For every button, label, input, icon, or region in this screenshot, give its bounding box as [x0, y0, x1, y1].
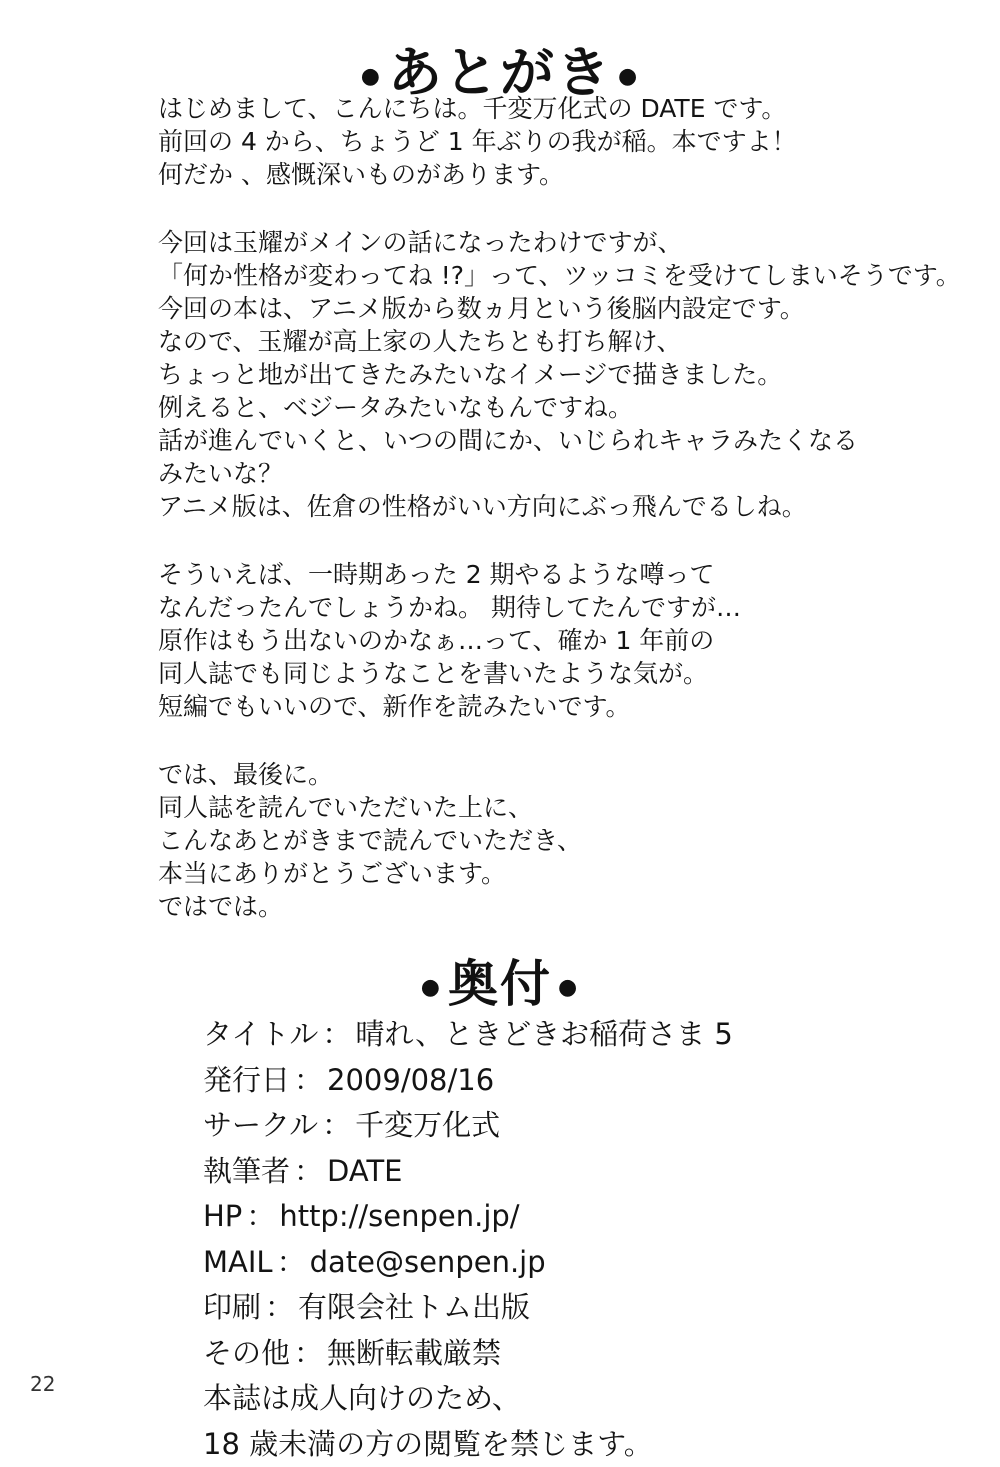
text-line: 前回の 4 から、ちょうど 1 年ぶりの我が稲。本ですよ！: [158, 125, 958, 158]
row-label: MAIL: [203, 1245, 273, 1279]
row-separator: ：: [294, 1154, 323, 1188]
text-line: 例えると、ベジータみたいなもんですね。: [158, 391, 958, 424]
adult-notice-line: 本誌は成人向けのため、: [203, 1376, 963, 1422]
row-label: 発行日: [203, 1063, 290, 1097]
row-label: サークル: [203, 1108, 318, 1142]
bullet-dot-icon: ●: [361, 64, 382, 89]
text-line: こんなあとがきまで読んでいただき、: [158, 824, 958, 857]
row-label: その他: [203, 1336, 290, 1370]
afterword-paragraph-2: [158, 226, 958, 523]
row-label: 印刷: [203, 1290, 261, 1324]
text-line: なんだったんでしょうかね。 期待してたんですが…: [158, 591, 958, 624]
bullet-dot-icon: ●: [618, 64, 639, 89]
text-line: はじめまして、こんにちは。千変万化式の DATE です。: [158, 92, 958, 125]
bullet-dot-icon: ●: [558, 975, 579, 1000]
text-line: みたいな？: [158, 457, 958, 490]
text-line: 本当にありがとうございます。: [158, 857, 958, 890]
row-separator: ：: [246, 1199, 275, 1233]
row-value: 2009/08/16: [327, 1063, 494, 1097]
text-line: 短編でもいいので、新作を読みたいです。: [158, 690, 958, 723]
colophon-row-mail: [203, 1240, 963, 1286]
colophon-list: [203, 1012, 963, 1467]
row-value: 晴れ、ときどきお稲荷さま 5: [355, 1017, 732, 1051]
homepage-url: http://senpen.jp/: [279, 1199, 519, 1233]
row-separator: ：: [322, 1108, 351, 1142]
text-line: 原作はもう出ないのかなぁ…って、確か 1 年前の: [158, 624, 958, 657]
text-line: 同人誌を読んでいただいた上に、: [158, 791, 958, 824]
text-line: ではでは。: [158, 890, 958, 923]
bullet-dot-icon: ●: [421, 975, 442, 1000]
row-label: タイトル: [203, 1017, 318, 1051]
text-line: なので、玉耀が高上家の人たちとも打ち解け、: [158, 325, 958, 358]
row-label: HP: [203, 1199, 242, 1233]
text-line: そういえば、一時期あった 2 期やるような噂って: [158, 558, 958, 591]
page-number: 22: [30, 1372, 55, 1396]
row-label: 執筆者: [203, 1154, 290, 1188]
adult-notice-line: 18 歳未満の方の閲覧を禁じます。: [203, 1422, 963, 1467]
row-separator: ：: [294, 1063, 323, 1097]
text-line: 今回は玉耀がメインの話になったわけですが、: [158, 226, 958, 259]
text-line: 同人誌でも同じようなことを書いたような気が。: [158, 657, 958, 690]
text-line: では、最後に。: [158, 758, 958, 791]
row-value: 有限会社トム出版: [298, 1290, 530, 1324]
row-value: DATE: [327, 1154, 402, 1188]
text-line: 話が進んでいくと、いつの間にか、いじられキャラみたくなる: [158, 424, 958, 457]
afterword-paragraph-3: [158, 558, 958, 723]
afterword-title: あとがき: [388, 41, 612, 104]
row-separator: ：: [277, 1245, 306, 1279]
afterword-body: [158, 92, 958, 958]
colophon-row-other: [203, 1331, 963, 1377]
row-separator: ：: [322, 1017, 351, 1051]
colophon-row-author: [203, 1149, 963, 1195]
colophon-title: 奥付: [448, 955, 552, 1013]
colophon-row-title: [203, 1012, 963, 1058]
afterword-paragraph-1: [158, 92, 958, 191]
text-line: ちょっと地が出てきたみたいなイメージで描きました。: [158, 358, 958, 391]
row-separator: ：: [265, 1290, 294, 1324]
row-value: 無断転載厳禁: [327, 1336, 501, 1370]
colophon-row-homepage: [203, 1194, 963, 1240]
colophon-heading: [0, 944, 1000, 1016]
afterword-paragraph-4: [158, 758, 958, 923]
colophon-row-date: [203, 1058, 963, 1104]
colophon-row-printer: [203, 1285, 963, 1331]
text-line: 何だか 、感慨深いものがあります。: [158, 158, 958, 191]
text-line: 「何か性格が変わってね !?」って、ツッコミを受けてしまいそうです。: [158, 259, 958, 292]
text-line: 今回の本は、アニメ版から数ヵ月という後脳内設定です。: [158, 292, 958, 325]
colophon-row-circle: [203, 1103, 963, 1149]
mail-address: date@senpen.jp: [310, 1245, 546, 1279]
row-separator: ：: [294, 1336, 323, 1370]
text-line: アニメ版は、佐倉の性格がいい方向にぶっ飛んでるしね。: [158, 490, 958, 523]
row-value: 千変万化式: [355, 1108, 500, 1142]
